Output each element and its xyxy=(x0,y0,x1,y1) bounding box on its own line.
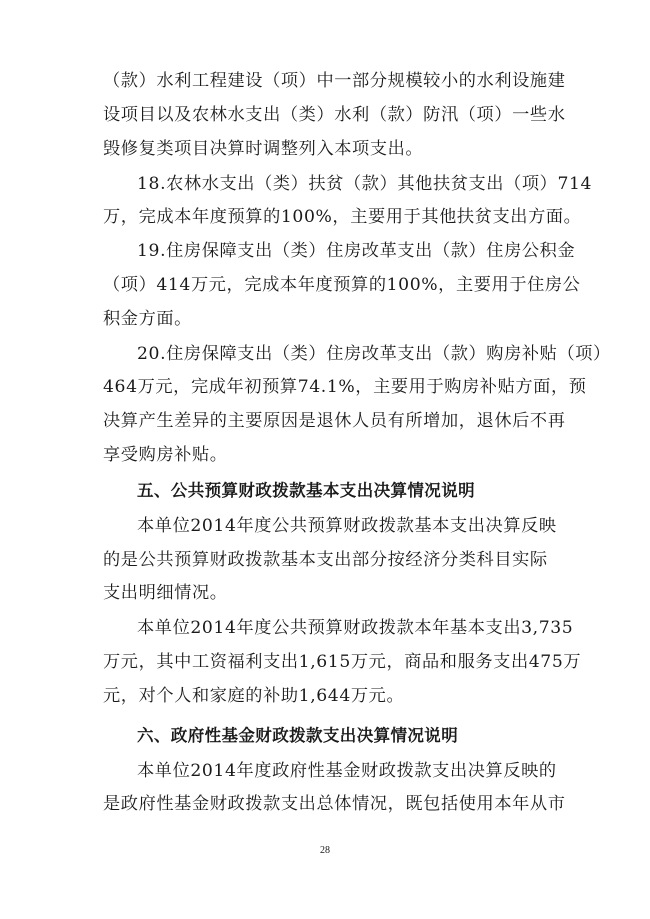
paragraph-line: 万元，其中工资福利支出1,615万元，商品和服务支出475万 xyxy=(103,652,582,672)
paragraph-line: 元，对个人和家庭的补助1,644万元。 xyxy=(103,686,405,706)
paragraph-line: 设项目以及农林水支出（类）水利（款）防汛（项）一些水 xyxy=(103,105,566,125)
paragraph-line: （项）414万元，完成本年度预算的100%，主要用于住房公 xyxy=(103,275,581,295)
page-number: 28 xyxy=(320,845,330,856)
paragraph-line: 的是公共预算财政拨款基本支出部分按经济分类科目实际 xyxy=(103,550,548,570)
paragraph-line: 本单位2014年度政府性基金财政拨款支出决算反映的 xyxy=(137,761,557,781)
paragraph-line: 20.住房保障支出（类）住房改革支出（款）购房补贴（项） xyxy=(137,344,611,364)
paragraph-line: （款）水利工程建设（项）中一部分规模较小的水利设施建 xyxy=(103,71,566,91)
paragraph-line: 18.农林水支出（类）扶贫（款）其他扶贫支出（项）714 xyxy=(137,174,593,194)
paragraph-line: 464万元，完成年初预算74.1%，主要用于购房补贴方面，预 xyxy=(103,377,587,397)
paragraph-line: 19.住房保障支出（类）住房改革支出（款）住房公积金 xyxy=(137,241,576,261)
paragraph-line: 决算产生差异的主要原因是退休人员有所增加，退休后不再 xyxy=(103,411,566,431)
paragraph-line: 是政府性基金财政拨款支出总体情况，既包括使用本年从市 xyxy=(103,794,566,814)
paragraph-line: 本单位2014年度公共预算财政拨款基本支出决算反映 xyxy=(137,516,557,536)
section-heading-5: 五、公共预算财政拨款基本支出决算情况说明 xyxy=(137,481,475,500)
paragraph-line: 享受购房补贴。 xyxy=(103,445,228,465)
paragraph-line: 万，完成本年度预算的100%，主要用于其他扶贫支出方面。 xyxy=(103,207,582,227)
paragraph-line: 毁修复类项目决算时调整列入本项支出。 xyxy=(103,139,424,159)
section-heading-6: 六、政府性基金财政拨款支出决算情况说明 xyxy=(137,726,459,745)
paragraph-line: 支出明细情况。 xyxy=(103,583,228,603)
paragraph-line: 积金方面。 xyxy=(103,309,192,329)
paragraph-line: 本单位2014年度公共预算财政拨款本年基本支出3,735 xyxy=(137,618,574,638)
